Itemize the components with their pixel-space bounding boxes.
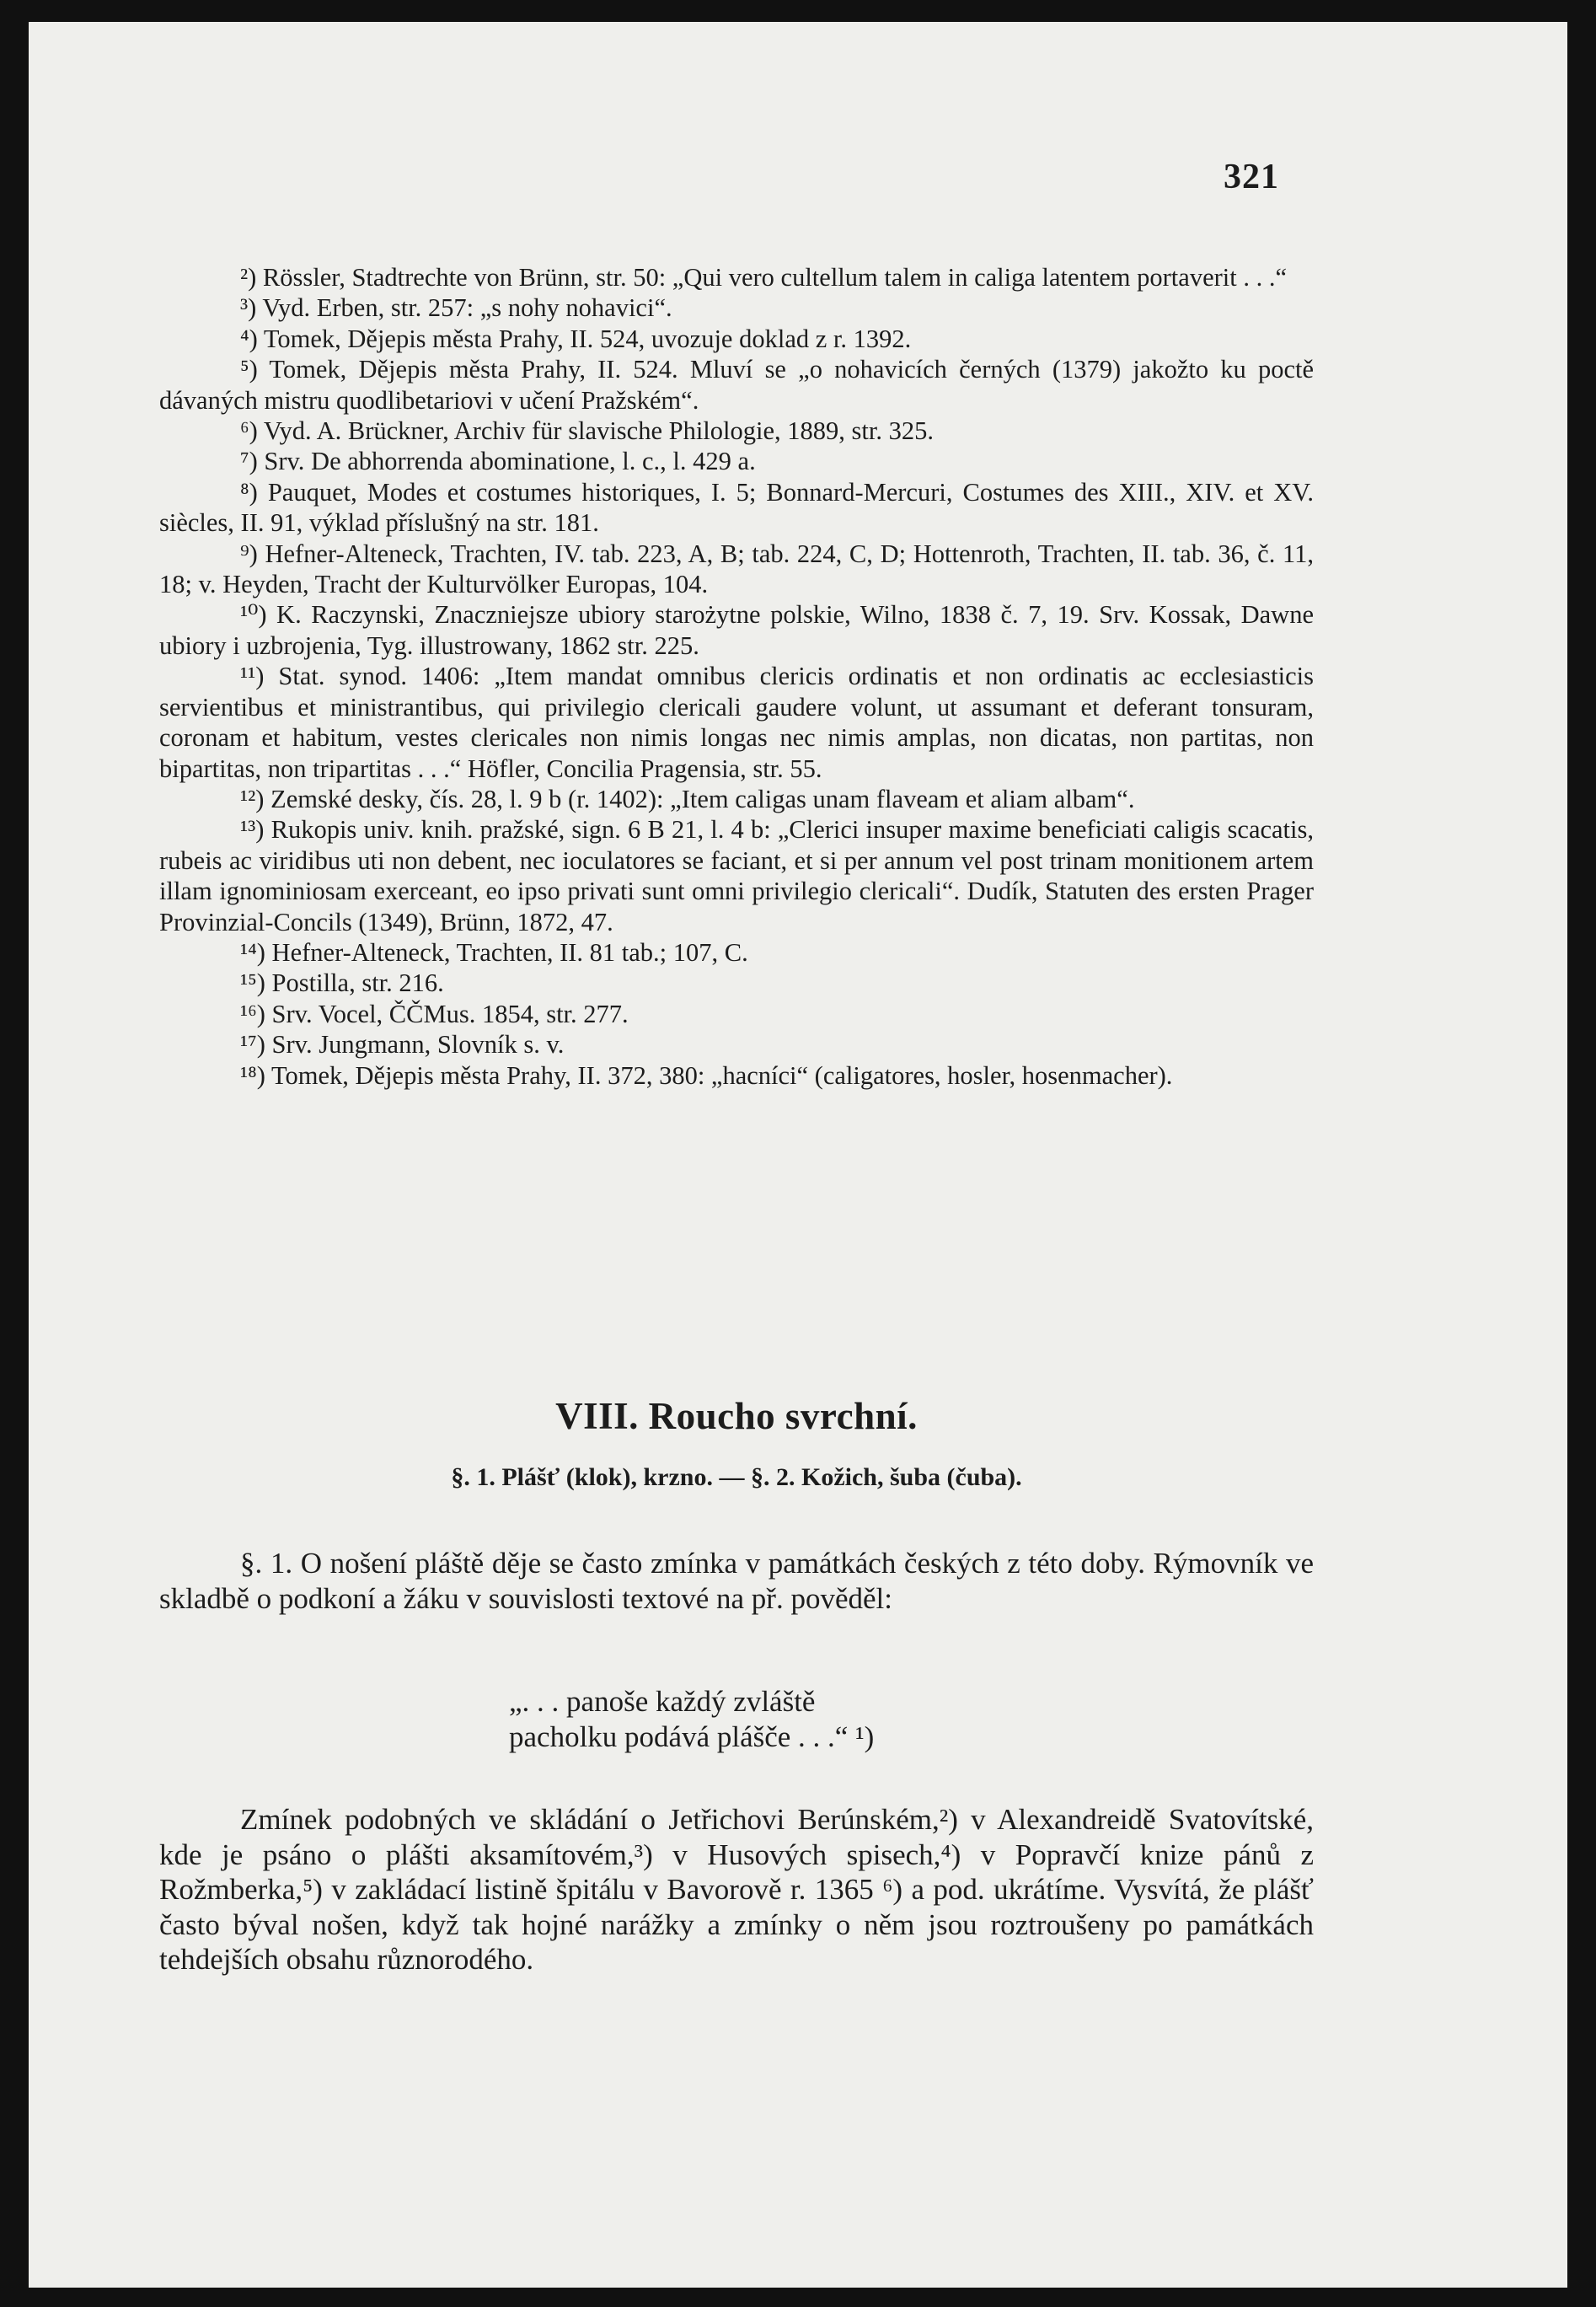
footnote-13: ¹³) Rukopis univ. knih. pražské, sign. 6 B 21, l. 4 b: „Clerici insuper maxime beneficiati caligis scacatis, rubeis ac viridibus uti non debent, nec ioculatores se faciant, et si per annum vel post trinam monitionem artem illam ignominiosam exerceant, eo ipso privati sunt omni privilegio clericali“. Dudík, Statuten des ersten Prager Provinzial-Concils (1349), Brünn, 1872, 47.	[159, 815, 1314, 936]
footnote-5: ⁵) Tomek, Dějepis města Prahy, II. 524. Mluví se „o nohavicích černých (1379) jakožto ku poctě dávaných mistru quodlibetariovi v učení Pražském“.	[159, 355, 1314, 415]
body-paragraph: Zmínek podobných ve skládání o Jetřichovi Berúnském,²) v Alexandreidě Svatovítské, kde je psáno o plášti aksamítovém,³) v Husových spisech,⁴) v Popravčí knize pánů z Rožmberka,⁵) v zakládací listině špitálu v Bavorově r. 1365 ⁶) a pod. ukrátíme. Vysvítá, že plášť často býval nošen, když tak hojné narážky a zmínky o něm jsou roztroušeny po památkách tehdejších obsahu různorodého.	[159, 1803, 1314, 1976]
footnote-18: ¹⁸) Tomek, Dějepis města Prahy, II. 372, 380: „hacníci“ (caligatores, hosler, hosenmacher).	[240, 1060, 1173, 1090]
footnote-10: ¹⁰) K. Raczynski, Znaczniejsze ubiory starożytne polskie, Wilno, 1838 č. 7, 19. Srv. Kossak, Dawne ubiory i uzbrojenia, Tyg. illustrowany, 1862 str. 225.	[159, 600, 1314, 660]
verse-line: pacholku podává plášče . . .“ ¹)	[509, 1720, 875, 1753]
footnotes	[159, 262, 1314, 1091]
verse-line: „. . . panoše každý zvláště	[509, 1685, 816, 1718]
footnote-4: ⁴) Tomek, Dějepis města Prahy, II. 524, uvozuje doklad z r. 1392.	[240, 324, 912, 353]
chapter-subtitle: §. 1. Plášť (klok), krzno. — §. 2. Kožich, šuba (čuba).	[451, 1463, 1022, 1491]
footnote-11: ¹¹) Stat. synod. 1406: „Item mandat omnibus clericis ordinatis et non ordinatis ac ecclesiasticis servientibus et ministrantibus, qui privilegio clericali gaudere volunt, ut assumant et deferant tonsuram, coronam et habitum, vestes clericales non nimis longas nec nimis amplas, non dicatas, non partitas, non bipartitas, non tripartitas . . .“ Höfler, Concilia Pragensia, str. 55.	[159, 662, 1314, 783]
footnote-15: ¹⁵) Postilla, str. 216.	[240, 968, 444, 998]
footnote-17: ¹⁷) Srv. Jungmann, Slovník s. v.	[240, 1030, 565, 1060]
footnote-2: ²) Rössler, Stadtrechte von Brünn, str. 50: „Qui vero cultellum talem in caliga latentem portaverit . . .“	[240, 263, 1287, 292]
book-page	[29, 22, 1567, 2288]
footnote-12: ¹²) Zemské desky, čís. 28, l. 9 b (r. 1402): „Item caligas unam flaveam et aliam albam“.	[240, 784, 1135, 813]
footnote-8: ⁸) Pauquet, Modes et costumes historiques, I. 5; Bonnard-Mercuri, Costumes des XIII., XIV. et XV. siècles, II. 91, výklad příslušný na str. 181.	[159, 477, 1314, 538]
verse-quote	[509, 1684, 874, 1754]
footnote-14: ¹⁴) Hefner-Alteneck, Trachten, II. 81 tab.; 107, C.	[240, 937, 748, 967]
footnote-16: ¹⁶) Srv. Vocel, ČČMus. 1854, str. 277.	[240, 999, 629, 1028]
page-number: 321	[1224, 158, 1279, 196]
footnote-9: ⁹) Hefner-Alteneck, Trachten, IV. tab. 223, A, B; tab. 224, C, D; Hottenroth, Trachten, II. tab. 36, č. 11, 18; v. Heyden, Tracht der Kulturvölker Europas, 104.	[159, 539, 1314, 599]
footnote-7: ⁷) Srv. De abhorrenda abominatione, l. c., l. 429 a.	[240, 447, 756, 476]
chapter-title: VIII. Roucho svrchní.	[555, 1395, 918, 1437]
footnote-3: ³) Vyd. Erben, str. 257: „s nohy nohavici“.	[240, 293, 672, 323]
body-paragraph: §. 1. O nošení pláště děje se často zmínka v památkách českých z této doby. Rýmovník ve skladbě o podkoní a žáku v souvislosti textové na př. pověděl:	[159, 1547, 1314, 1615]
footnote-6: ⁶) Vyd. A. Brückner, Archiv für slavische Philologie, 1889, str. 325.	[240, 416, 934, 446]
